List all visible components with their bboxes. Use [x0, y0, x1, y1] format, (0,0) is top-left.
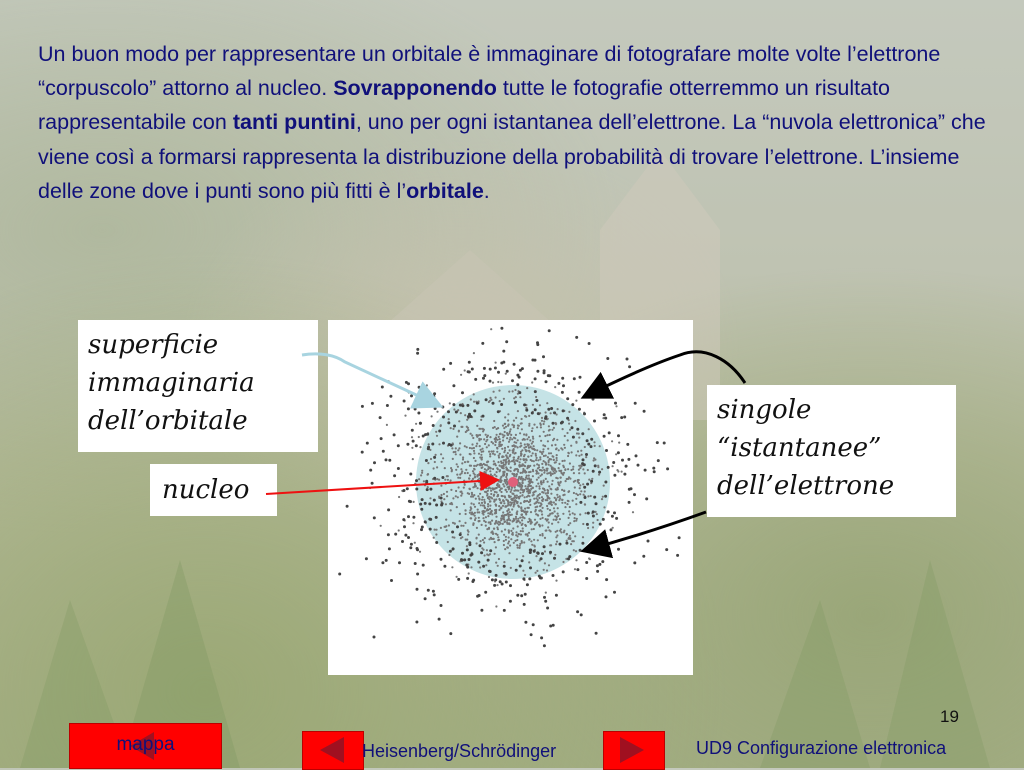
label-line: superficie — [88, 330, 219, 360]
prev-button[interactable] — [302, 731, 364, 770]
bold-tanti-puntini: tanti puntini — [232, 110, 356, 135]
bold-orbitale: orbitale — [406, 178, 484, 203]
label-nucleo: nucleo — [150, 464, 277, 516]
arrow-nucleo — [266, 480, 496, 494]
triangle-left-icon — [320, 737, 344, 763]
page-number: 19 — [940, 707, 959, 726]
label-line: “istantanee” — [717, 433, 882, 463]
arrow-singole-bottom — [586, 512, 706, 550]
bold-sovrapponendo: Sovrapponendo — [333, 76, 497, 101]
mappa-button[interactable] — [69, 723, 222, 769]
label-line: dell’orbitale — [88, 406, 248, 436]
label-line: immaginaria — [88, 368, 255, 398]
unit-title: UD9 Configurazione elettronica — [696, 738, 947, 758]
triangle-right-icon — [620, 737, 644, 763]
main-paragraph: Un buon modo per rappresentare un orbitale è immaginare di fotografare molte volte l’elettrone “corpuscolo” attorno al nucleo. Sovrapponendo tutte le fotografie otterremmo un risultato rappresentabile con tanti puntini, uno per ogni istantanea dell’elettrone. La “nuvola elettronica” che viene così a formarsi rappresenta la distribuzione della probabilità di trovare l’elettrone. L’insieme delle zone dove i punti sono più fitti è l’orbitale. — [38, 42, 986, 203]
arrow-singole-top — [586, 352, 745, 396]
mappa-label: mappa — [116, 734, 175, 755]
topic-link[interactable]: Heisenberg/Schrödinger — [362, 741, 557, 761]
label-line: dell’elettrone — [717, 471, 895, 501]
label-line: singole — [717, 395, 812, 425]
arrow-superficie — [302, 354, 438, 405]
next-button[interactable] — [603, 731, 665, 770]
